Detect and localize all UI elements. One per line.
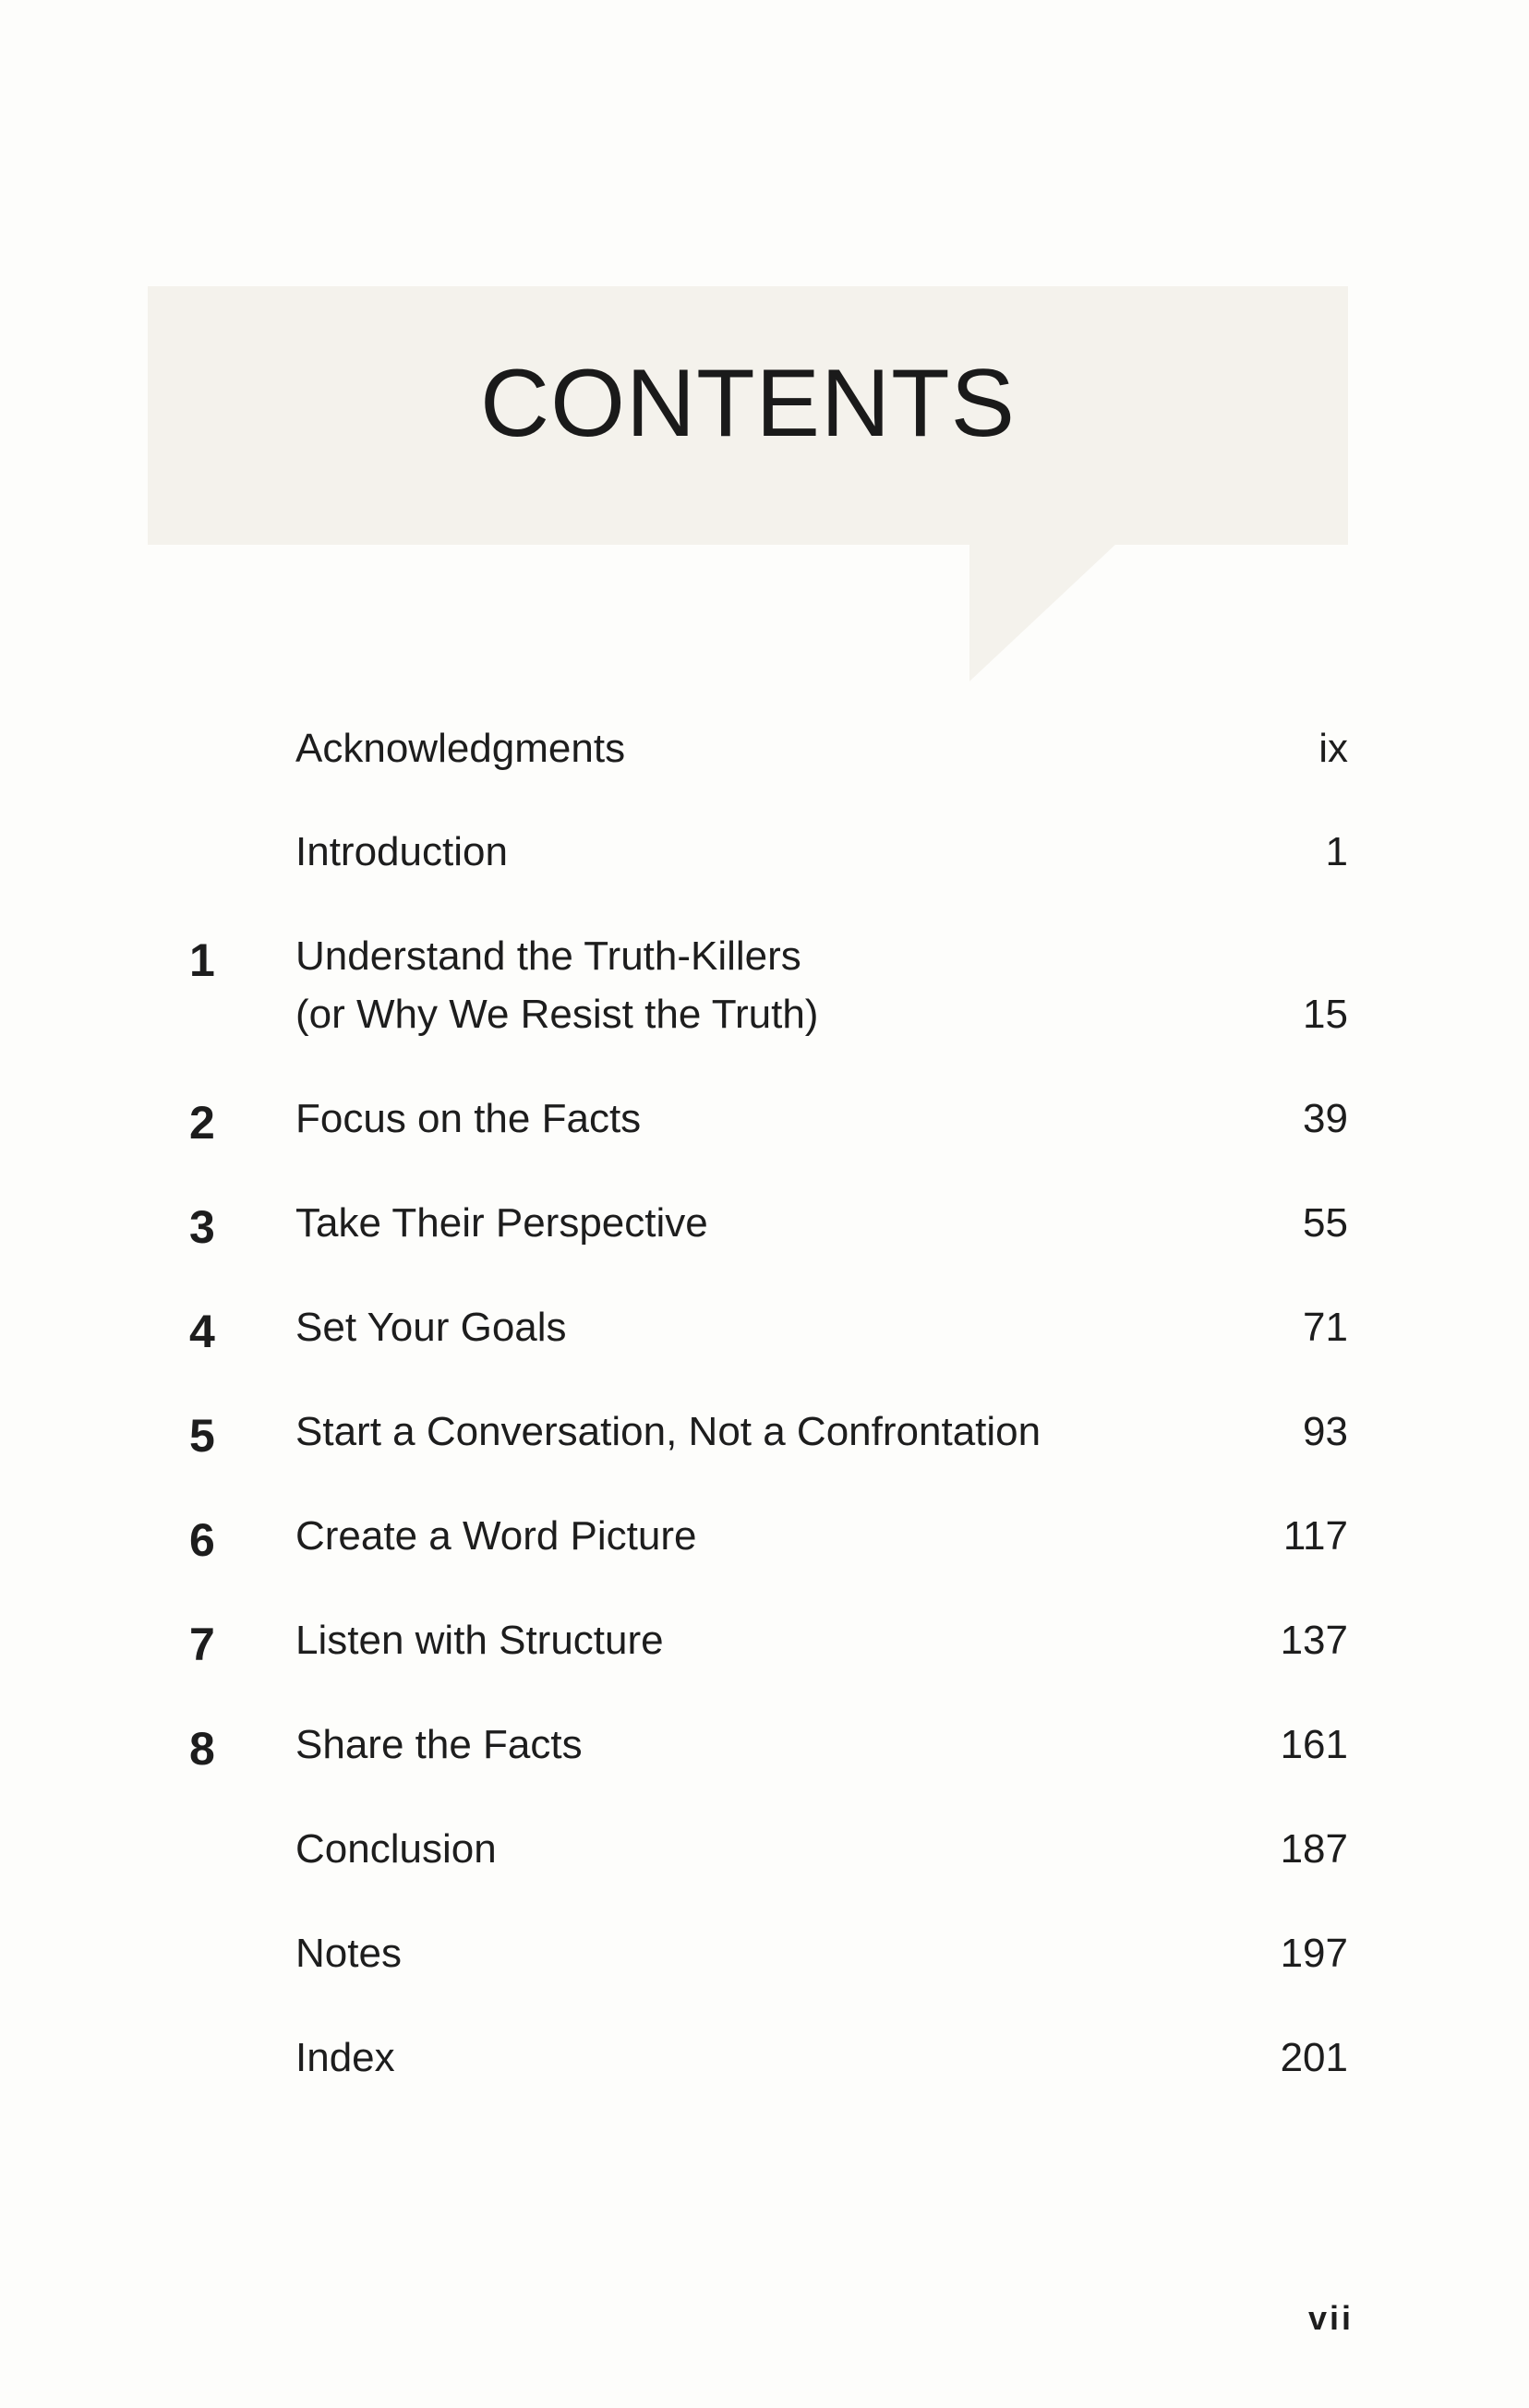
entry-title: Set Your Goals: [295, 1305, 567, 1350]
entry-title: Start a Conversation, Not a Confrontation: [295, 1409, 1041, 1454]
page-title: CONTENTS: [480, 350, 1016, 457]
entry-page-number: 71: [1303, 1305, 1348, 1350]
entry-page-number: 39: [1303, 1096, 1348, 1141]
chapter-number: 8: [189, 1723, 215, 1775]
entry-page-number: 1: [1325, 829, 1348, 874]
entry-title: Listen with Structure: [295, 1618, 664, 1663]
page-folio: vii: [1307, 2299, 1354, 2337]
chapter-number: 5: [189, 1410, 215, 1462]
entry-page-number: 55: [1303, 1200, 1348, 1246]
entry-title: Focus on the Facts: [295, 1096, 642, 1141]
title-banner-tail: [969, 543, 1117, 681]
chapter-number: 3: [189, 1201, 215, 1253]
chapter-number: 1: [189, 934, 215, 986]
entry-title: Share the Facts: [295, 1722, 583, 1767]
entry-title: Create a Word Picture: [295, 1513, 697, 1559]
entry-title-continued: (or Why We Resist the Truth): [295, 992, 819, 1037]
entry-title: Index: [295, 2035, 395, 2080]
entry-page-number: 197: [1280, 1931, 1348, 1976]
entry-page-number: 137: [1280, 1618, 1348, 1663]
chapter-number: 2: [189, 1097, 215, 1149]
entry-page-number: 15: [1303, 992, 1348, 1037]
entry-page-number: 161: [1280, 1722, 1348, 1767]
entry-page-number: 93: [1303, 1409, 1348, 1454]
entry-page-number: 187: [1280, 1826, 1348, 1872]
chapter-number: 4: [189, 1306, 215, 1357]
chapter-number: 7: [189, 1619, 215, 1670]
entry-title: Acknowledgments: [295, 726, 626, 771]
entry-title: Introduction: [295, 829, 508, 874]
entry-title: Take Their Perspective: [295, 1200, 708, 1246]
entry-title: Conclusion: [295, 1826, 497, 1872]
chapter-number: 6: [189, 1514, 215, 1566]
entry-page-number: ix: [1318, 726, 1348, 771]
entry-page-number: 201: [1280, 2035, 1348, 2080]
entry-title: Notes: [295, 1931, 402, 1976]
entry-page-number: 117: [1282, 1513, 1348, 1559]
entry-title: Understand the Truth-Killers: [295, 933, 801, 979]
